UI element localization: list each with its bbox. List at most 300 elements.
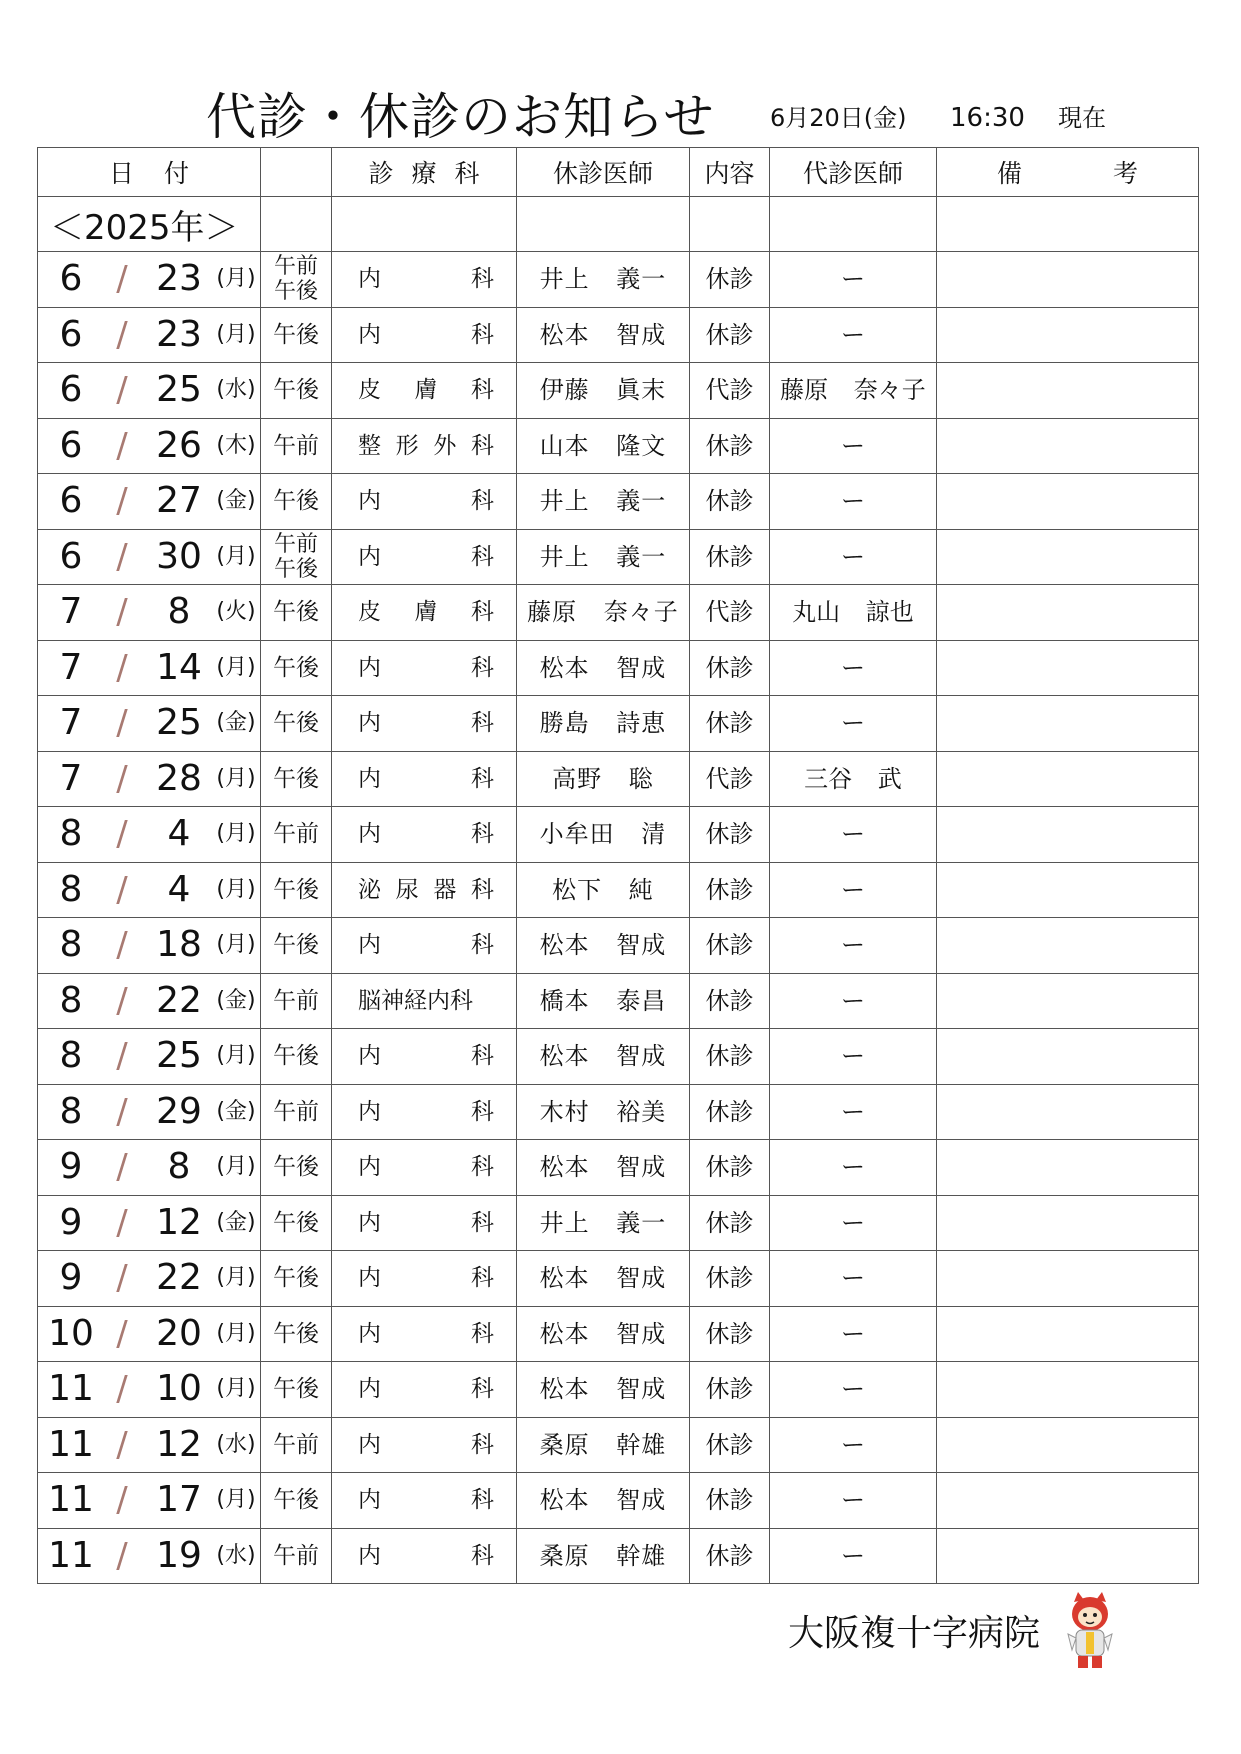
date-weekday: (金) [216,1098,256,1124]
dept-cell [332,252,517,308]
dept-char: 内 [358,654,381,681]
dept-char: 内 [358,1265,381,1292]
date-cell [38,918,261,974]
doctor-cell: 井上 義一 [517,252,690,308]
date-day: 10 [156,1368,202,1409]
time-text: 午後 [273,1265,319,1292]
dept-cell [332,1362,517,1418]
note-cell [937,1362,1199,1418]
time-text: 午後 [273,599,319,626]
update-time: 16:30 [950,103,1025,133]
header-substitute: 代診医師 [770,148,937,197]
note-cell [937,751,1199,807]
note-cell [937,918,1199,974]
dept-cell [332,1417,517,1473]
date-day: 8 [167,591,191,632]
time-text: 午後 [273,1376,319,1403]
doctor-cell: 松本 智成 [517,640,690,696]
dept-cell [332,474,517,530]
date-day: 25 [156,1035,202,1076]
date-weekday: (金) [216,488,256,513]
type-cell: 休診 [690,1528,770,1584]
table-row [38,1140,1199,1196]
date-slash: / [116,425,128,466]
dept-char: 脳神経内科 [358,987,473,1014]
note-cell [937,307,1199,363]
page-title: 代診・休診のお知らせ [206,88,715,146]
dept-char: 科 [471,488,494,515]
date-cell [38,1528,261,1584]
date-slash: / [116,1258,128,1298]
date-day: 4 [167,868,191,910]
dept-char: 内 [358,543,381,570]
note-cell [937,363,1199,419]
table-row [38,1473,1199,1529]
date-cell [38,640,261,696]
date-cell [38,418,261,474]
date-slash: / [116,703,128,743]
dept-char: 科 [471,1265,494,1292]
date-day: 22 [156,1257,202,1298]
time-cell [261,1417,332,1473]
substitute-cell: 藤原 奈々子 [770,363,937,419]
substitute-cell: ー [770,474,937,530]
substitute-cell: ー [770,307,937,363]
type-cell: 休診 [690,1362,770,1418]
type-cell: 休診 [690,307,770,363]
type-cell: 休診 [690,418,770,474]
date-day: 19 [156,1534,202,1576]
time-text: 午前 [273,432,319,459]
dept-cell [332,1084,517,1140]
dept-char: 内 [358,488,381,515]
date-slash: / [116,314,128,355]
note-cell [937,1195,1199,1251]
date-month: 8 [59,924,83,965]
header-doctor: 休診医師 [517,148,690,197]
time-cell [261,307,332,363]
date-month: 6 [59,369,83,410]
date-cell [38,474,261,530]
substitute-cell: ー [770,529,937,585]
doctor-cell: 松本 智成 [517,307,690,363]
date-weekday: (月) [216,821,256,846]
date-month: 11 [48,1423,94,1465]
table-row [38,1195,1199,1251]
dept-char: 科 [471,1320,494,1347]
table-row [38,1528,1199,1584]
time-cell [261,696,332,752]
dept-char: 科 [471,543,494,570]
date-day: 8 [167,1146,191,1187]
date-weekday: (月) [216,321,256,347]
date-month: 10 [48,1312,94,1354]
time-cell [261,474,332,530]
date-weekday: (月) [216,1320,256,1346]
dept-char: 内 [358,821,381,848]
dept-char: 科 [471,321,494,348]
date-cell [38,252,261,308]
note-cell [937,640,1199,696]
table-row [38,1029,1199,1085]
doctor-cell: 伊藤 眞末 [517,363,690,419]
date-day: 22 [156,979,202,1021]
doctor-cell: 桑原 幹雄 [517,1417,690,1473]
date-cell [38,751,261,807]
type-cell: 休診 [690,807,770,863]
header-note: 備 考 [937,148,1199,197]
note-cell [937,418,1199,474]
table-row [38,363,1199,419]
date-weekday: (金) [216,710,256,735]
date-month: 11 [48,1534,94,1576]
doctor-cell: 松本 智成 [517,1306,690,1362]
date-day: 17 [156,1479,202,1520]
table-row [38,307,1199,363]
time-cell [261,1362,332,1418]
substitute-cell: ー [770,1251,937,1307]
dept-cell [332,751,517,807]
dept-char: 内 [358,765,381,792]
date-cell [38,1473,261,1529]
dept-char: 膚 [414,599,438,626]
time-text: 午後 [273,1487,319,1514]
date-month: 8 [59,868,83,910]
doctor-cell: 松本 智成 [517,1251,690,1307]
note-cell [937,1306,1199,1362]
substitute-cell: ー [770,1195,937,1251]
substitute-cell: ー [770,1140,937,1196]
type-cell: 代診 [690,585,770,641]
type-cell: 休診 [690,862,770,918]
date-weekday: (月) [216,543,256,569]
date-weekday: (月) [216,1487,256,1512]
time-cell [261,918,332,974]
date-weekday: (月) [216,765,256,791]
type-cell: 休診 [690,474,770,530]
table-row [38,751,1199,807]
dept-char: 科 [471,1431,494,1458]
date-slash: / [116,980,128,1021]
substitute-cell: ー [770,807,937,863]
date-day: 25 [156,702,202,743]
dept-char: 内 [358,1487,381,1514]
time-cell [261,585,332,641]
substitute-cell: ー [770,252,937,308]
time-text: 午後 [273,876,319,903]
time-text: 午後 [273,377,319,404]
date-month: 9 [59,1201,83,1243]
date-day: 25 [156,369,202,410]
dept-char: 科 [471,1098,494,1125]
time-cell [261,1140,332,1196]
time-text: 午前 午後 [273,531,318,582]
note-cell [937,973,1199,1029]
dept-cell [332,585,517,641]
dept-char: 科 [471,1376,494,1403]
dept-char: 内 [358,1376,381,1403]
time-cell [261,862,332,918]
substitute-cell: ー [770,696,937,752]
dept-cell [332,1306,517,1362]
dept-char: 形 [395,432,419,459]
date-day: 14 [156,646,202,688]
dept-cell [332,307,517,363]
type-cell: 休診 [690,918,770,974]
dept-cell [332,529,517,585]
date-cell [38,1306,261,1362]
doctor-cell: 松本 智成 [517,1473,690,1529]
date-slash: / [116,1424,128,1465]
date-weekday: (水) [216,377,256,402]
date-cell [38,973,261,1029]
date-slash: / [116,869,128,910]
dept-cell [332,807,517,863]
date-month: 7 [59,757,83,799]
substitute-cell: ー [770,1417,937,1473]
date-slash: / [116,370,128,410]
date-weekday: (月) [216,1043,256,1068]
substitute-cell: ー [770,862,937,918]
time-text: 午後 [273,654,319,681]
time-text: 午前 [273,1431,319,1458]
date-month: 8 [59,813,83,854]
type-cell: 休診 [690,973,770,1029]
date-weekday: (月) [216,266,256,291]
date-weekday: (月) [216,876,256,902]
substitute-cell: ー [770,973,937,1029]
date-weekday: (金) [216,987,256,1013]
dept-char: 泌 [358,876,381,903]
table-header-row [38,148,1199,197]
dept-char: 科 [470,432,494,459]
time-cell [261,1084,332,1140]
time-cell [261,1195,332,1251]
date-slash: / [116,758,128,799]
date-weekday: (火) [216,599,256,624]
doctor-cell: 井上 義一 [517,1195,690,1251]
date-month: 9 [59,1257,83,1298]
type-cell: 休診 [690,1473,770,1529]
doctor-cell: 松本 智成 [517,918,690,974]
date-month: 11 [48,1479,94,1520]
doctor-cell: 山本 隆文 [517,418,690,474]
dept-char: 科 [471,654,494,681]
type-cell: 休診 [690,252,770,308]
time-cell [261,252,332,308]
doctor-cell: 勝島 詩恵 [517,696,690,752]
substitute-cell: ー [770,1306,937,1362]
date-slash: / [116,925,128,965]
date-day: 4 [167,813,191,854]
time-cell [261,1251,332,1307]
date-month: 11 [48,1368,94,1409]
date-slash: / [116,1313,128,1354]
time-cell [261,1306,332,1362]
year-row [38,197,1199,252]
table-row [38,1417,1199,1473]
time-cell [261,640,332,696]
date-cell [38,1140,261,1196]
note-cell [937,474,1199,530]
date-weekday: (木) [216,432,256,458]
date-month: 7 [59,646,83,688]
page-header [0,82,1241,152]
dept-char: 科 [471,266,494,293]
substitute-cell: 三谷 武 [770,751,937,807]
date-slash: / [116,647,128,688]
dept-char: 内 [358,1043,381,1070]
table-row [38,973,1199,1029]
date-slash: / [116,1480,128,1520]
date-slash: / [116,1147,128,1187]
type-cell: 休診 [690,640,770,696]
date-cell [38,529,261,585]
table-row [38,474,1199,530]
date-cell [38,1195,261,1251]
note-cell [937,585,1199,641]
date-cell [38,1029,261,1085]
date-day: 18 [156,924,202,965]
type-cell: 休診 [690,1029,770,1085]
time-text: 午後 [273,710,319,737]
time-cell [261,807,332,863]
type-cell: 休診 [690,1306,770,1362]
time-text: 午後 [273,1209,319,1236]
date-weekday: (水) [216,1431,256,1457]
dept-cell [332,1251,517,1307]
substitute-cell: ー [770,1528,937,1584]
date-slash: / [116,536,128,577]
date-weekday: (月) [216,932,256,957]
type-cell: 代診 [690,751,770,807]
date-month: 8 [59,979,83,1021]
date-weekday: (金) [216,1209,256,1235]
substitute-cell: ー [770,1084,937,1140]
date-month: 6 [59,535,83,577]
date-day: 30 [156,535,202,577]
date-cell [38,862,261,918]
note-cell [937,862,1199,918]
time-text: 午後 [273,1320,319,1347]
table-row [38,1251,1199,1307]
date-day: 27 [156,480,202,521]
note-cell [937,1473,1199,1529]
doctor-cell: 井上 義一 [517,474,690,530]
date-day: 26 [156,424,202,466]
date-day: 12 [156,1423,202,1465]
doctor-cell: 小牟田 清 [517,807,690,863]
dept-char: 科 [471,1043,494,1070]
dept-char: 内 [358,932,381,959]
note-cell [937,1417,1199,1473]
date-cell [38,1084,261,1140]
time-text: 午前 [273,987,319,1014]
dept-char: 内 [358,1431,381,1458]
date-slash: / [116,1202,128,1243]
date-cell [38,807,261,863]
dept-cell [332,696,517,752]
dept-char: 皮 [358,599,381,626]
dept-char: 膚 [414,377,438,404]
time-cell [261,529,332,585]
date-weekday: (月) [216,1154,256,1179]
dept-char: 内 [358,1320,381,1347]
dept-cell [332,363,517,419]
table-row [38,1362,1199,1418]
type-cell: 休診 [690,1084,770,1140]
date-weekday: (水) [216,1542,256,1568]
table-row [38,862,1199,918]
date-slash: / [116,481,128,521]
update-status: 現在 [1058,104,1106,132]
date-cell [38,1251,261,1307]
dept-cell [332,1029,517,1085]
dept-cell [332,918,517,974]
dept-char: 科 [471,765,494,792]
dept-char: 科 [471,932,494,959]
note-cell [937,1528,1199,1584]
note-cell [937,1140,1199,1196]
dept-cell [332,640,517,696]
time-cell [261,1473,332,1529]
dept-char: 内 [358,321,381,348]
doctor-cell: 井上 義一 [517,529,690,585]
date-day: 12 [156,1201,202,1243]
time-text: 午前 [273,1098,319,1125]
note-cell [937,529,1199,585]
time-text: 午後 [273,932,319,959]
dept-char: 内 [358,710,381,737]
dept-cell [332,1140,517,1196]
table-row [38,585,1199,641]
dept-char: 科 [471,1542,494,1569]
date-month: 8 [59,1090,83,1132]
type-cell: 休診 [690,1417,770,1473]
time-text: 午前 午後 [273,254,318,305]
time-text: 午後 [273,1154,319,1181]
date-slash: / [116,259,128,299]
type-cell: 休診 [690,1251,770,1307]
substitute-cell: ー [770,1029,937,1085]
date-weekday: (月) [216,1376,256,1401]
date-cell [38,307,261,363]
table-row [38,1084,1199,1140]
dept-char: 科 [471,377,494,404]
type-cell: 休診 [690,529,770,585]
dept-char: 外 [433,432,457,459]
substitute-cell: ー [770,418,937,474]
doctor-cell: 松下 純 [517,862,690,918]
date-weekday: (月) [216,654,256,680]
date-month: 6 [59,258,83,299]
dept-char: 整 [358,432,381,459]
dept-cell [332,418,517,474]
substitute-cell: ー [770,918,937,974]
date-month: 6 [59,313,83,355]
date-slash: / [116,814,128,854]
date-cell [38,363,261,419]
substitute-cell: ー [770,1473,937,1529]
table-row [38,640,1199,696]
doctor-cell: 松本 智成 [517,1140,690,1196]
schedule-table [37,147,1199,1584]
doctor-cell: 松本 智成 [517,1029,690,1085]
date-day: 20 [156,1312,202,1354]
date-slash: / [116,592,128,632]
note-cell [937,1029,1199,1085]
year-label: ＜2025年＞ [50,207,239,248]
